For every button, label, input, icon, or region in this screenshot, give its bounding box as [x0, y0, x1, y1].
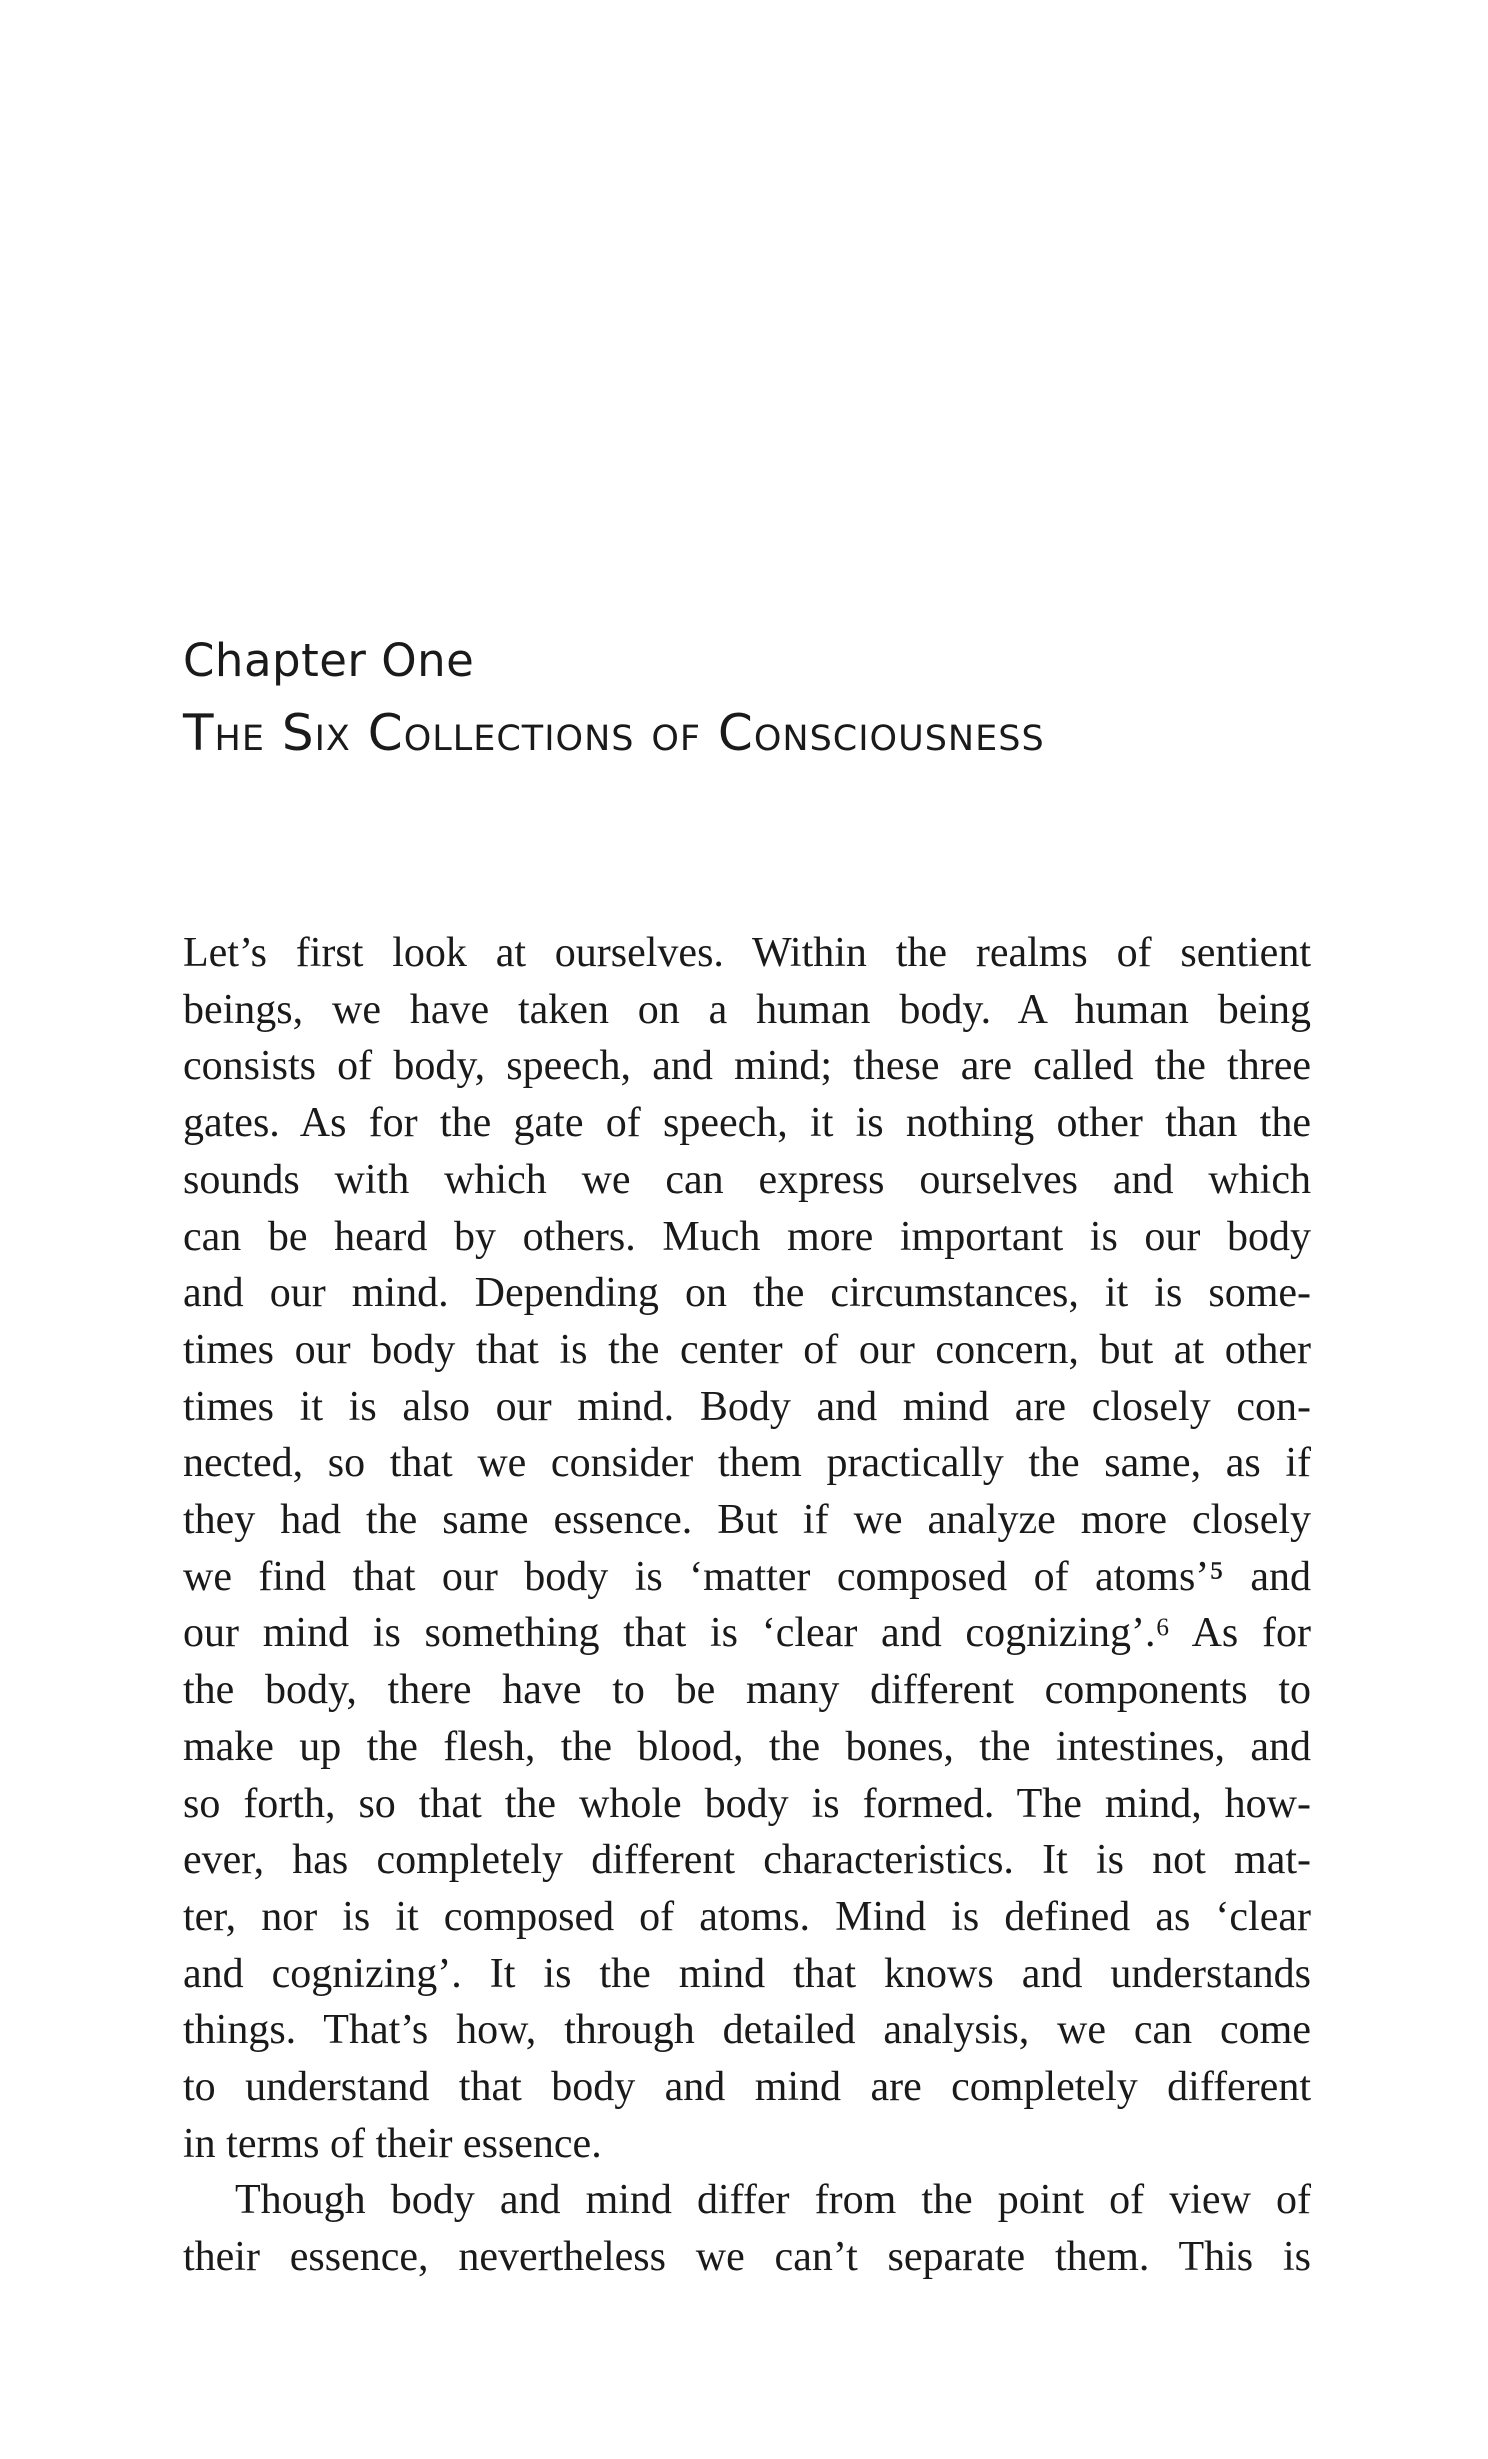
paragraph-2: [183, 2172, 1311, 2285]
text-line: make up the flesh, the blood, the bones, the intestines, and: [183, 1723, 1311, 1770]
text-line: and our mind. Depending on the circumstances, it is some-: [183, 1270, 1311, 1317]
text-line: beings, we have taken on a human body. A human being: [183, 986, 1311, 1033]
text-line: our mind is something that is ‘clear and cognizing’.⁶ As for: [183, 1610, 1311, 1657]
text-line: ter, nor is it composed of atoms. Mind is defined as ‘clear: [183, 1893, 1311, 1940]
text-line: can be heard by others. Much more important is our body: [183, 1213, 1311, 1260]
chapter-label: Chapter One: [183, 634, 475, 687]
chapter-title: The Six Collections of Consciousness: [183, 704, 1045, 762]
text-line: times it is also our mind. Body and mind are closely con-: [183, 1383, 1311, 1430]
text-line: their essence, nevertheless we can’t separate them. This is: [183, 2234, 1311, 2281]
text-line: we find that our body is ‘matter composed of atoms’⁵ and: [183, 1553, 1311, 1600]
text-line: Let’s first look at ourselves. Within the realms of sentient: [183, 930, 1311, 976]
text-line: ever, has completely different characteristics. It is not mat-: [183, 1837, 1311, 1884]
text-line: things. That’s how, through detailed analysis, we can come: [183, 2007, 1311, 2054]
text-line: and cognizing’. It is the mind that knows and understands: [183, 1950, 1311, 1997]
text-line: in terms of their essence.: [183, 2120, 602, 2167]
text-line: consists of body, speech, and mind; these are called the three: [183, 1043, 1311, 1090]
text-line: the body, there have to be many different components to: [183, 1667, 1311, 1714]
text-line: gates. As for the gate of speech, it is nothing other than the: [183, 1100, 1311, 1147]
text-line: so forth, so that the whole body is formed. The mind, how-: [183, 1780, 1311, 1827]
text-line: sounds with which we can express ourselves and which: [183, 1156, 1311, 1203]
text-line: times our body that is the center of our concern, but at other: [183, 1326, 1311, 1373]
text-line: nected, so that we consider them practically the same, as if: [183, 1440, 1311, 1487]
text-line: they had the same essence. But if we analyze more closely: [183, 1497, 1311, 1544]
paragraph-1: [183, 925, 1311, 2172]
text-line: Though body and mind differ from the point of view of: [235, 2177, 1311, 2224]
body-text: [183, 925, 1311, 2286]
text-line: to understand that body and mind are completely different: [183, 2064, 1311, 2111]
